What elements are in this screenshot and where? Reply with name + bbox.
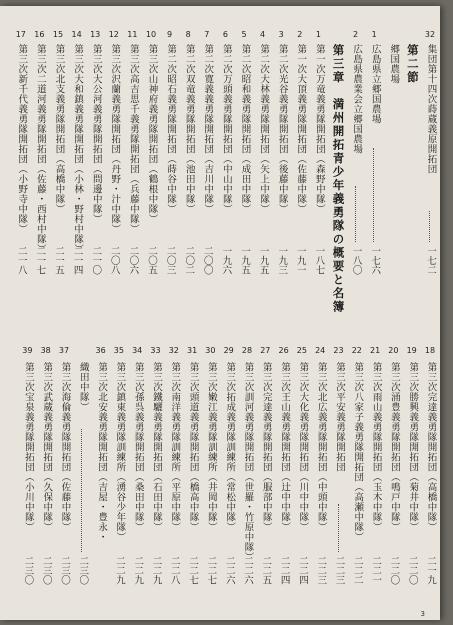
entry-title: 第三次完達義勇隊開拓団（高橋中隊）: [425, 362, 437, 532]
dot-leader: [81, 429, 83, 553]
entry-title: 第三次訓河義勇隊開拓団（世羅・竹原中隊）: [242, 362, 254, 562]
entry-page-number: 二一九: [425, 556, 436, 585]
entry-title: 第二次万頭義勇隊開拓団（中山中隊）: [220, 44, 232, 214]
entry-title: 第三次嫩江義勇隊訓練所（井岡中隊）: [205, 362, 217, 532]
entry-page-number: 二二六: [223, 556, 235, 585]
dot-leader: [338, 504, 340, 553]
entry-title: 第三次北支義勇隊開拓団（高橋中隊）: [53, 44, 65, 214]
entry-number: 25: [296, 346, 307, 355]
entry-number: 27: [260, 346, 271, 355]
entry-page-number: 二〇二: [183, 246, 195, 275]
entry-number: 12: [108, 30, 119, 39]
entry-title: 第三次鎮東義勇隊訓練所（湧谷少年隊）: [114, 362, 126, 542]
entry-number: 14: [71, 30, 82, 39]
entry-title: 第三次宝泉義勇隊開拓団（小川中隊）: [22, 362, 34, 532]
entry-title: 第二次昭和義勇隊開拓団（成田中隊）: [239, 44, 251, 214]
entry-title: 広島県農業会立郷国農場: [351, 44, 363, 154]
dot-leader: [373, 148, 375, 242]
entry-number: 6: [222, 30, 228, 39]
entry-number: 3: [278, 30, 284, 39]
entry-page-number: 二二八: [168, 556, 180, 585]
entry-page-number: 二二六: [242, 556, 253, 585]
entry-number: 39: [22, 346, 33, 355]
entry-number: 15: [52, 30, 64, 39]
entry-page-number: 二〇三: [164, 246, 176, 275]
entry-number: 28: [241, 346, 253, 355]
entry-page-number: 二三〇: [77, 556, 89, 585]
entry-page-number: 一八〇: [350, 246, 362, 275]
entry-number: 30: [205, 346, 216, 355]
entry-number: 35: [113, 346, 124, 355]
entry-page-number: 一九五: [257, 246, 269, 275]
entry-page-number: 一七二: [425, 246, 436, 275]
entry-title: 第二次双竜義勇隊開拓団（池田中隊）: [183, 44, 195, 214]
entry-page-number: 二二二: [351, 556, 363, 585]
entry-title: 織田中隊）: [77, 362, 89, 412]
entry-number: 23: [333, 346, 344, 355]
entry-page-number: 二一七: [34, 246, 46, 275]
entry-page-number: 二一八: [15, 246, 27, 275]
entry-number: 36: [95, 346, 106, 355]
entry-page-number: 二一〇: [90, 246, 102, 275]
entry-title: 第三次八家子義勇隊開拓団（高瀬中隊）: [352, 362, 364, 542]
entry-page-number: 二二四: [278, 556, 290, 585]
entry-page-number: 二三〇: [40, 556, 52, 585]
entry-page-number: 一九一: [294, 246, 306, 275]
entry-number: 24: [315, 346, 326, 355]
entry-title: 第二次寛義義勇隊開拓団（吉川中隊）: [202, 44, 214, 214]
entry-page-number: 二三〇: [22, 556, 34, 585]
entry-number: 20: [388, 346, 399, 355]
entry-number: 10: [145, 30, 157, 39]
dot-leader: [355, 186, 357, 243]
entry-page-number: 二二〇: [406, 556, 418, 585]
entry-title: 第三次山神府義勇隊開拓団（鶴根中隊）: [146, 44, 158, 224]
entry-page-number: 二二一: [370, 556, 382, 585]
entry-page-number: 二二〇: [388, 556, 400, 585]
entry-title: 第三次沢蘭義勇隊開拓団（丹野・汁中隊）: [109, 44, 121, 234]
entry-number: 21: [370, 346, 381, 355]
entry-title: 第三次勝興義勇隊開拓団（菊井中隊）: [407, 362, 419, 532]
entry-number: 16: [34, 30, 45, 39]
entry-title: 第三次北安義勇隊開拓団（吉屋・豊永・: [96, 362, 108, 542]
entry-page-number: 二二三: [333, 556, 345, 585]
entry-number: 34: [132, 346, 143, 355]
entry-number: 9: [167, 30, 173, 39]
entry-page-number: 二二七: [187, 556, 199, 585]
entry-number: 11: [127, 30, 138, 39]
entry-title: 第三次雨山義勇隊開拓団（玉木中隊）: [370, 362, 382, 532]
entry-title: 第三次北広義勇隊開拓団（中頭中隊）: [315, 362, 327, 532]
entry-page-number: 二一五: [53, 246, 64, 275]
entry-title: 第二次光谷義勇隊開拓団（後藤中隊）: [276, 44, 288, 214]
entry-number: 13: [90, 30, 101, 39]
entry-page-number: 二〇六: [127, 246, 139, 275]
dot-leader: [429, 211, 431, 243]
entry-number: 38: [40, 346, 51, 355]
entry-number: 32: [168, 346, 179, 355]
entry-title: 第三次鐵驪義勇隊開拓団（石田中隊）: [151, 362, 162, 532]
entry-number: 8: [185, 30, 191, 39]
entry-page-number: 一九六: [220, 246, 232, 275]
entry-number: 1: [315, 30, 321, 39]
entry-number: 1: [371, 30, 377, 39]
entry-number: 32: [424, 30, 436, 39]
entry-page-number: 一九三: [276, 246, 288, 275]
entry-title: 第一次万竜義勇隊開拓団（森野中隊）: [313, 44, 325, 214]
entry-title: 第三次完達義勇隊開拓団（服部中隊）: [260, 362, 272, 532]
entry-title: 第三次王山義勇隊開拓団（辻中中隊）: [279, 362, 291, 532]
entry-page-number: 二二五: [260, 556, 272, 585]
section-heading: 第三章 満州開拓青少年義勇隊の概要と名簿: [331, 44, 346, 314]
entry-title: 第二次昭石義勇隊開拓団（蒔谷中隊）: [165, 44, 177, 214]
entry-page-number: 二二七: [205, 556, 217, 585]
entry-title: 第三次涌豊義勇隊開拓団（鳴戸中隊）: [388, 362, 400, 532]
entry-title: 第三次高吉思千義勇隊開拓団（兵藤中隊）: [127, 44, 139, 234]
entry-title: 第一次大頂義勇隊開拓団（佐藤中隊）: [295, 44, 307, 214]
entry-number: 31: [187, 346, 198, 355]
entry-title: 広島県立郷国農場: [369, 44, 381, 124]
entry-number: 2: [353, 30, 359, 39]
entry-title: 第三次平安義勇隊開拓団: [334, 362, 345, 472]
entry-page-number: 二二九: [113, 556, 125, 585]
entry-title: 郷国農場: [388, 44, 400, 84]
entry-title: 第三次二道河義勇隊開拓団（佐藤・西村中隊）: [34, 44, 46, 254]
entry-number: 7: [204, 30, 210, 39]
entry-title: 集団第十四次蒔蔵義原開拓団: [425, 44, 437, 174]
entry-number: 17: [15, 30, 26, 39]
entry-number: 5: [241, 30, 247, 39]
entry-number: 37: [58, 346, 70, 355]
entry-number: 22: [351, 346, 362, 355]
page-corner-mark: 3: [420, 610, 425, 618]
entry-page-number: 二〇〇: [201, 246, 213, 275]
entry-number: 33: [150, 346, 161, 355]
section-heading: 第二節: [405, 44, 420, 85]
entry-page-number: 二三〇: [59, 556, 70, 585]
entry-title: 第三次大和鎮義勇隊開拓団（小林・野村中隊）: [72, 44, 84, 254]
entry-title: 第三次大化義勇隊開拓団（川中中隊）: [297, 362, 309, 532]
entry-number: 26: [278, 346, 289, 355]
entry-page-number: 二二三: [315, 556, 327, 585]
entry-number: 29: [223, 346, 234, 355]
entry-title: 第二次大林義勇隊開拓団（矢上中隊）: [258, 44, 270, 214]
entry-title: 第三次新千代義勇隊開拓団（小野寺中隊）: [16, 44, 28, 234]
entry-page-number: 一八七: [313, 246, 325, 275]
entry-title: 第三次孫呉義勇隊開拓団（桑田中隊）: [132, 362, 144, 532]
entry-title: 第三次武蔵義勇隊開拓団（久保中隊）: [41, 362, 53, 532]
entry-title: 第三次拓成義勇隊訓練所（常松中隊）: [224, 362, 236, 532]
entry-title: 第三次大公河義勇隊開拓団（問邊中隊）: [90, 44, 102, 224]
entry-page-number: 二〇五: [146, 246, 157, 275]
entry-page-number: 一九五: [239, 246, 250, 275]
entry-number: 18: [424, 346, 436, 355]
entry-page-number: 二一四: [71, 246, 83, 275]
entry-page-number: 一七六: [369, 246, 381, 275]
entry-title: 第三次南洋義勇隊訓練所（平原中隊）: [169, 362, 181, 532]
entry-number: 4: [260, 30, 266, 39]
book-page: [0, 6, 440, 620]
entry-page-number: 二二九: [150, 556, 162, 585]
entry-page-number: 二二四: [296, 556, 308, 585]
entry-page-number: 二二九: [132, 556, 144, 585]
entry-title: 第三次海倫義勇隊開拓団（佐藤中隊）: [59, 362, 71, 532]
entry-title: 第三次頭道義勇隊開拓団（橋高中隊）: [187, 362, 199, 532]
entry-number: 19: [406, 346, 417, 355]
entry-page-number: 二〇八: [108, 246, 120, 275]
entry-number: 2: [297, 30, 303, 39]
